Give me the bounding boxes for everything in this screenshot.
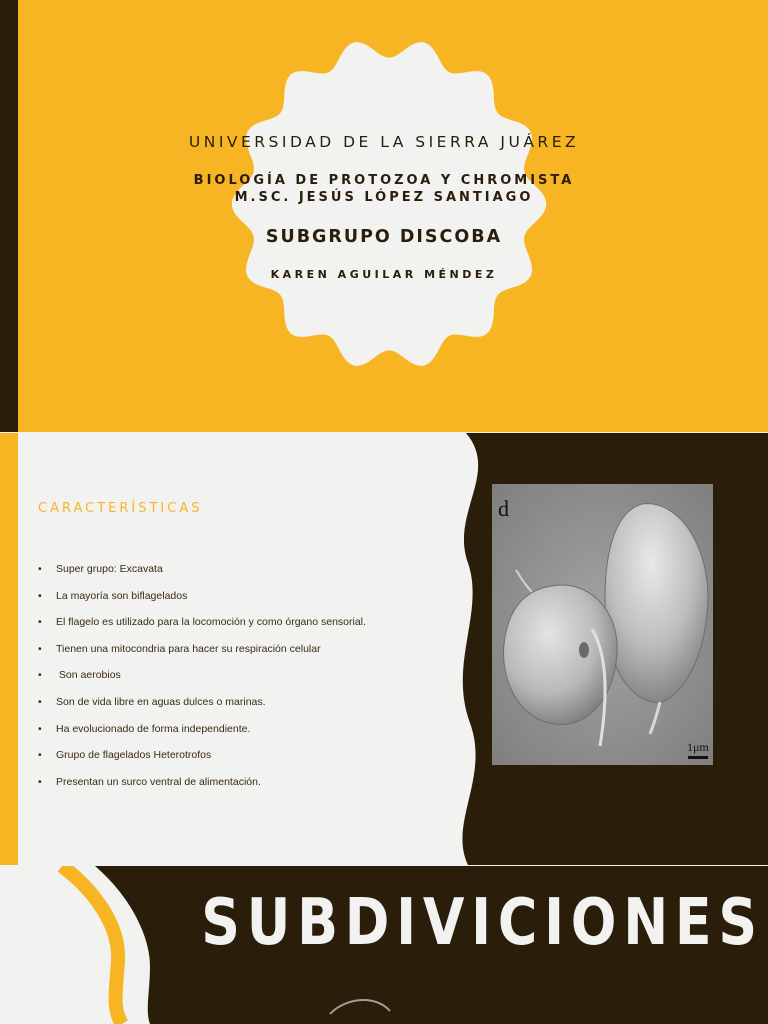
scale-bar	[688, 756, 708, 759]
list-item: • La mayoría son biflagelados	[38, 589, 366, 616]
list-item: • Tienen una mitocondria para hacer su respiración celular	[38, 642, 366, 669]
panel-label: d	[498, 496, 509, 521]
subdivisions-slide	[0, 866, 768, 1024]
microscope-image	[492, 484, 713, 765]
course-info	[0, 172, 768, 206]
author-name: KAREN AGUILAR MÉNDEZ	[270, 268, 498, 281]
course-name: BIOLOGÍA DE PROTOZOA Y CHROMISTA	[193, 173, 575, 188]
presentation-topic: SUBGRUPO DISCOBA	[265, 227, 503, 247]
list-item: • Ha evolucionado de forma independiente.	[38, 722, 366, 749]
title-slide	[0, 0, 768, 432]
left-accent-bar	[0, 0, 18, 432]
cell-left	[504, 585, 618, 725]
list-item: • Grupo de flagelados Heterotrofos	[38, 748, 366, 775]
list-item: • Son aerobios	[38, 668, 366, 695]
instructor-name: M.SC. JESÚS LÓPEZ SANTIAGO	[234, 190, 534, 205]
scale-label: 1μm	[687, 740, 709, 754]
characteristics-list	[38, 562, 366, 801]
characteristics-slide	[0, 433, 768, 865]
list-item: • Super grupo: Excavata	[38, 562, 366, 589]
section-title: CARACTERÍSTICAS	[38, 501, 203, 516]
list-item: • El flagelo es utilizado para la locomoción y como órgano sensorial.	[38, 615, 366, 642]
list-item: • Son de vida libre en aguas dulces o marinas.	[38, 695, 366, 722]
university-name: UNIVERSIDAD DE LA SIERRA JUÁREZ	[188, 133, 580, 151]
left-accent-bar	[0, 433, 18, 865]
list-item: • Presentan un surco ventral de alimentación.	[38, 775, 366, 802]
slide-title: SUBDIVICIONES	[201, 886, 764, 960]
